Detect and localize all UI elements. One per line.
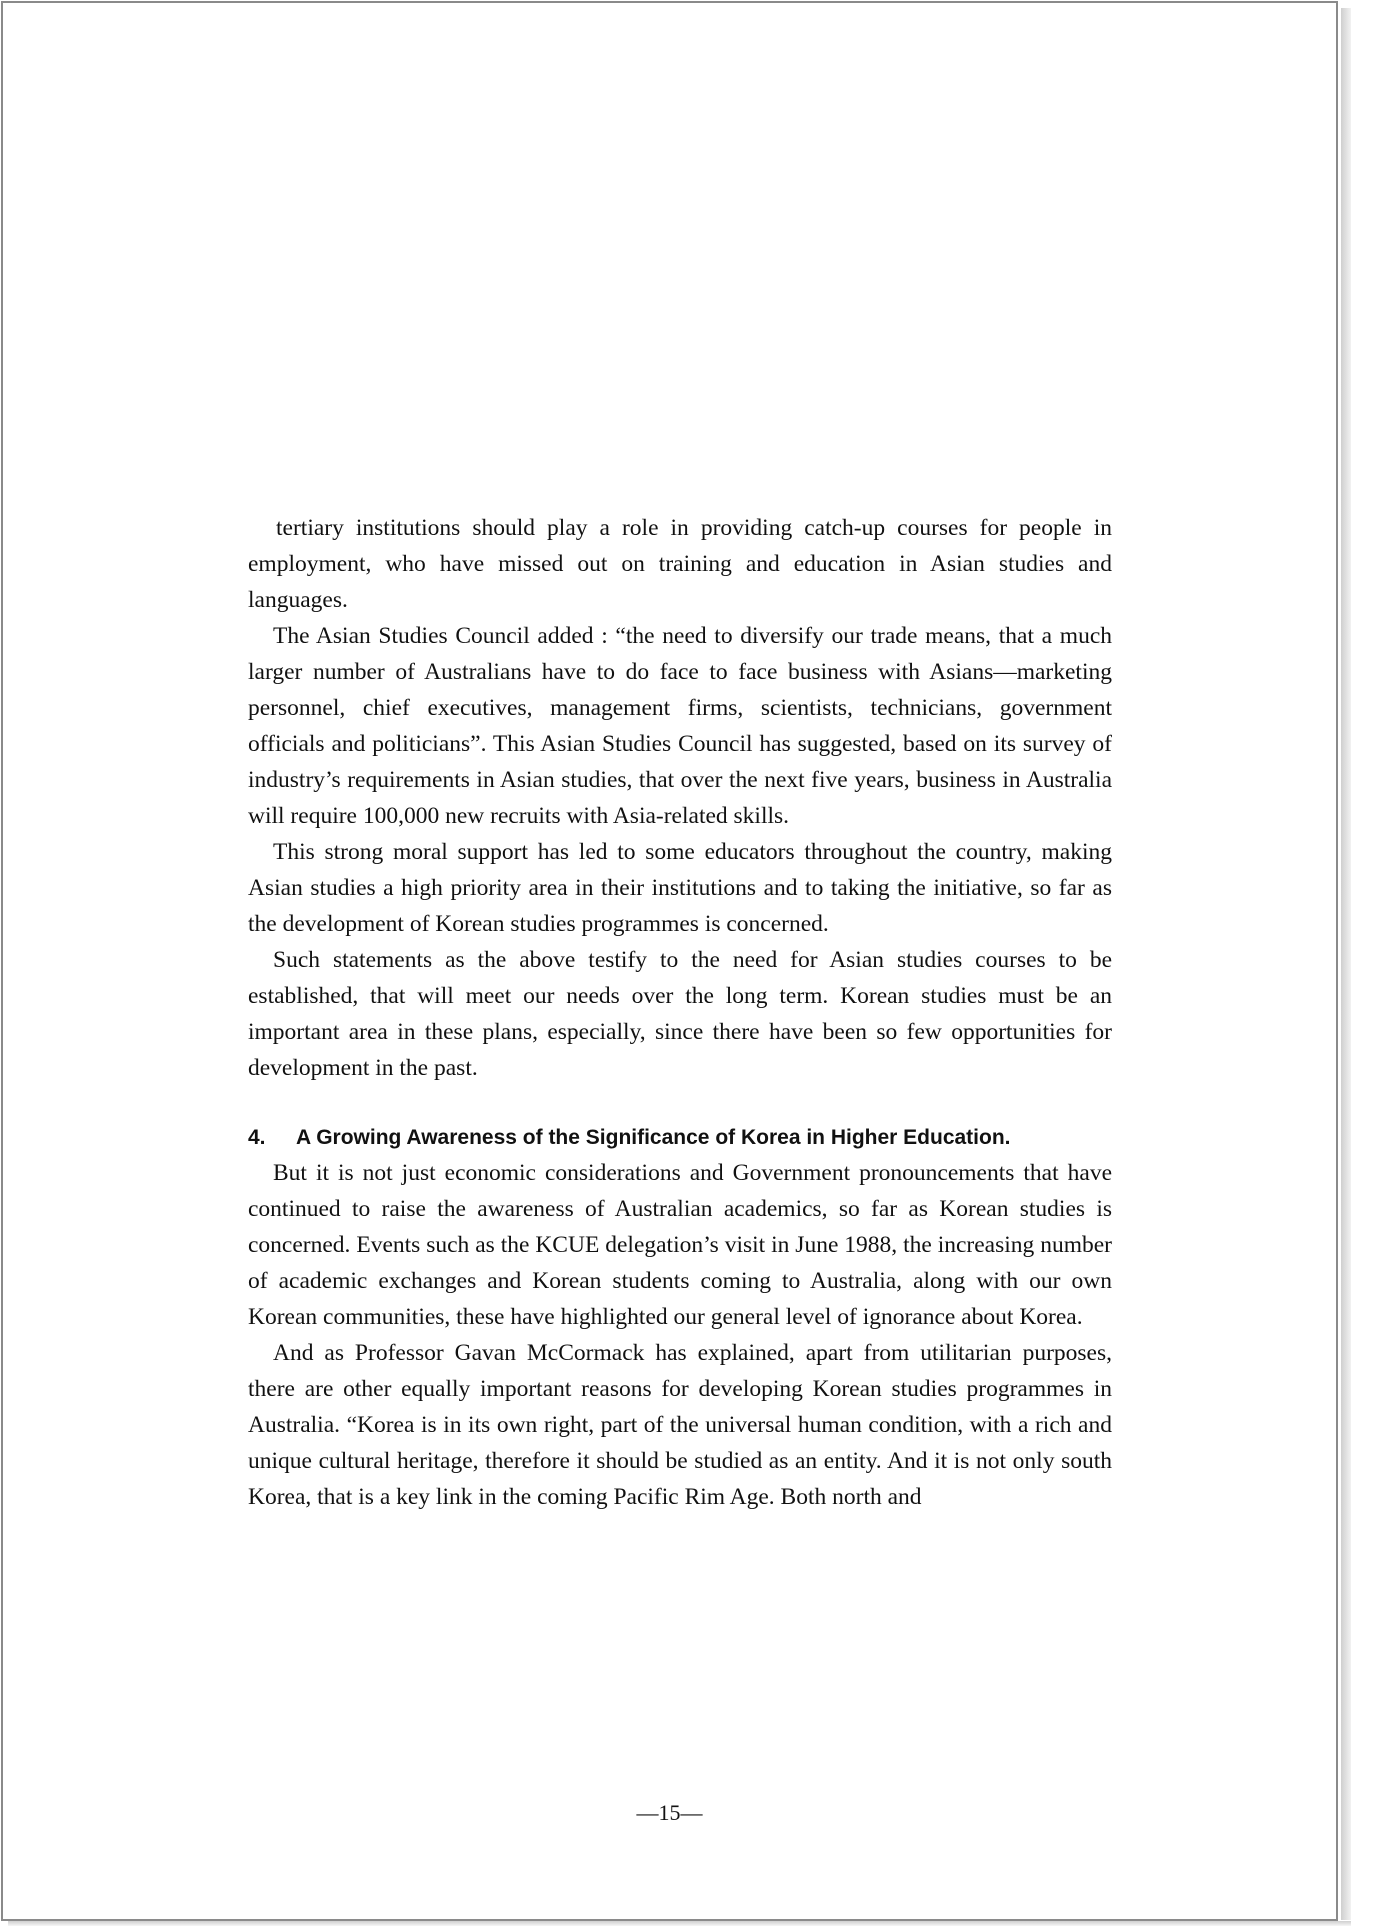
paragraph-economic-considerations: But it is not just economic considerations and Government pronouncements that have continued to raise the awareness of Australian academics, so far as Korean studies is concerned. Events such as the KCUE delegation’s visit in June 1988, the increasing number of academic exchanges and Korean students coming to Australia, along with our own Korean communities, these have highlighted our general level of ignorance about Korea. [248, 1160, 1112, 1330]
paragraph-asian-studies-council: The Asian Studies Council added : “the need to diversify our trade means, that a much larger number of Australians have to do face to face business with Asians—marketing personnel, chief executives, management firms, scientists, technicians, government officials and politicians”. This Asian Studies Council has suggested, based on its survey of industry’s requirements in Asian studies, that over the next five years, business in Australia will require 100,000 new recruits with Asia-related skills. [248, 623, 1112, 829]
page-number: —15— [636, 1800, 703, 1825]
paragraph-mccormack: And as Professor Gavan McCormack has explained, apart from utilitarian purposes, there are other equally important reasons for developing Korean studies programmes in Australia. “Korea is in its own right, part of the universal human condition, with a rich and unique cultural heritage, therefore it should be studied as an entity. And it is not only south Korea, that is a key link in the coming Pacific Rim Age. Both north and [248, 1340, 1112, 1510]
body-text [248, 510, 1112, 1515]
section-heading [248, 1120, 1112, 1155]
section-number: 4. [248, 1126, 266, 1149]
paragraph-continued: tertiary institutions should play a role in providing catch-up courses for people in employment, who have missed out on training and education in Asian studies and languages. [248, 515, 1112, 613]
page-shadow-bottom [8, 1921, 1351, 1926]
page-shadow-right [1341, 8, 1351, 1920]
paragraph-moral-support: This strong moral support has led to some educators throughout the country, making Asian studies a high priority area in their institutions and to taking the initiative, so far as the development of Korean studies programmes is concerned. [248, 839, 1112, 937]
section-title: A Growing Awareness of the Significance of Korea in Higher Education. [296, 1126, 1011, 1149]
paragraph-statements: Such statements as the above testify to the need for Asian studies courses to be established, that will meet our needs over the long term. Korean studies must be an important area in these plans, especially, since there have been so few opportunities for development in the past. [248, 947, 1112, 1081]
